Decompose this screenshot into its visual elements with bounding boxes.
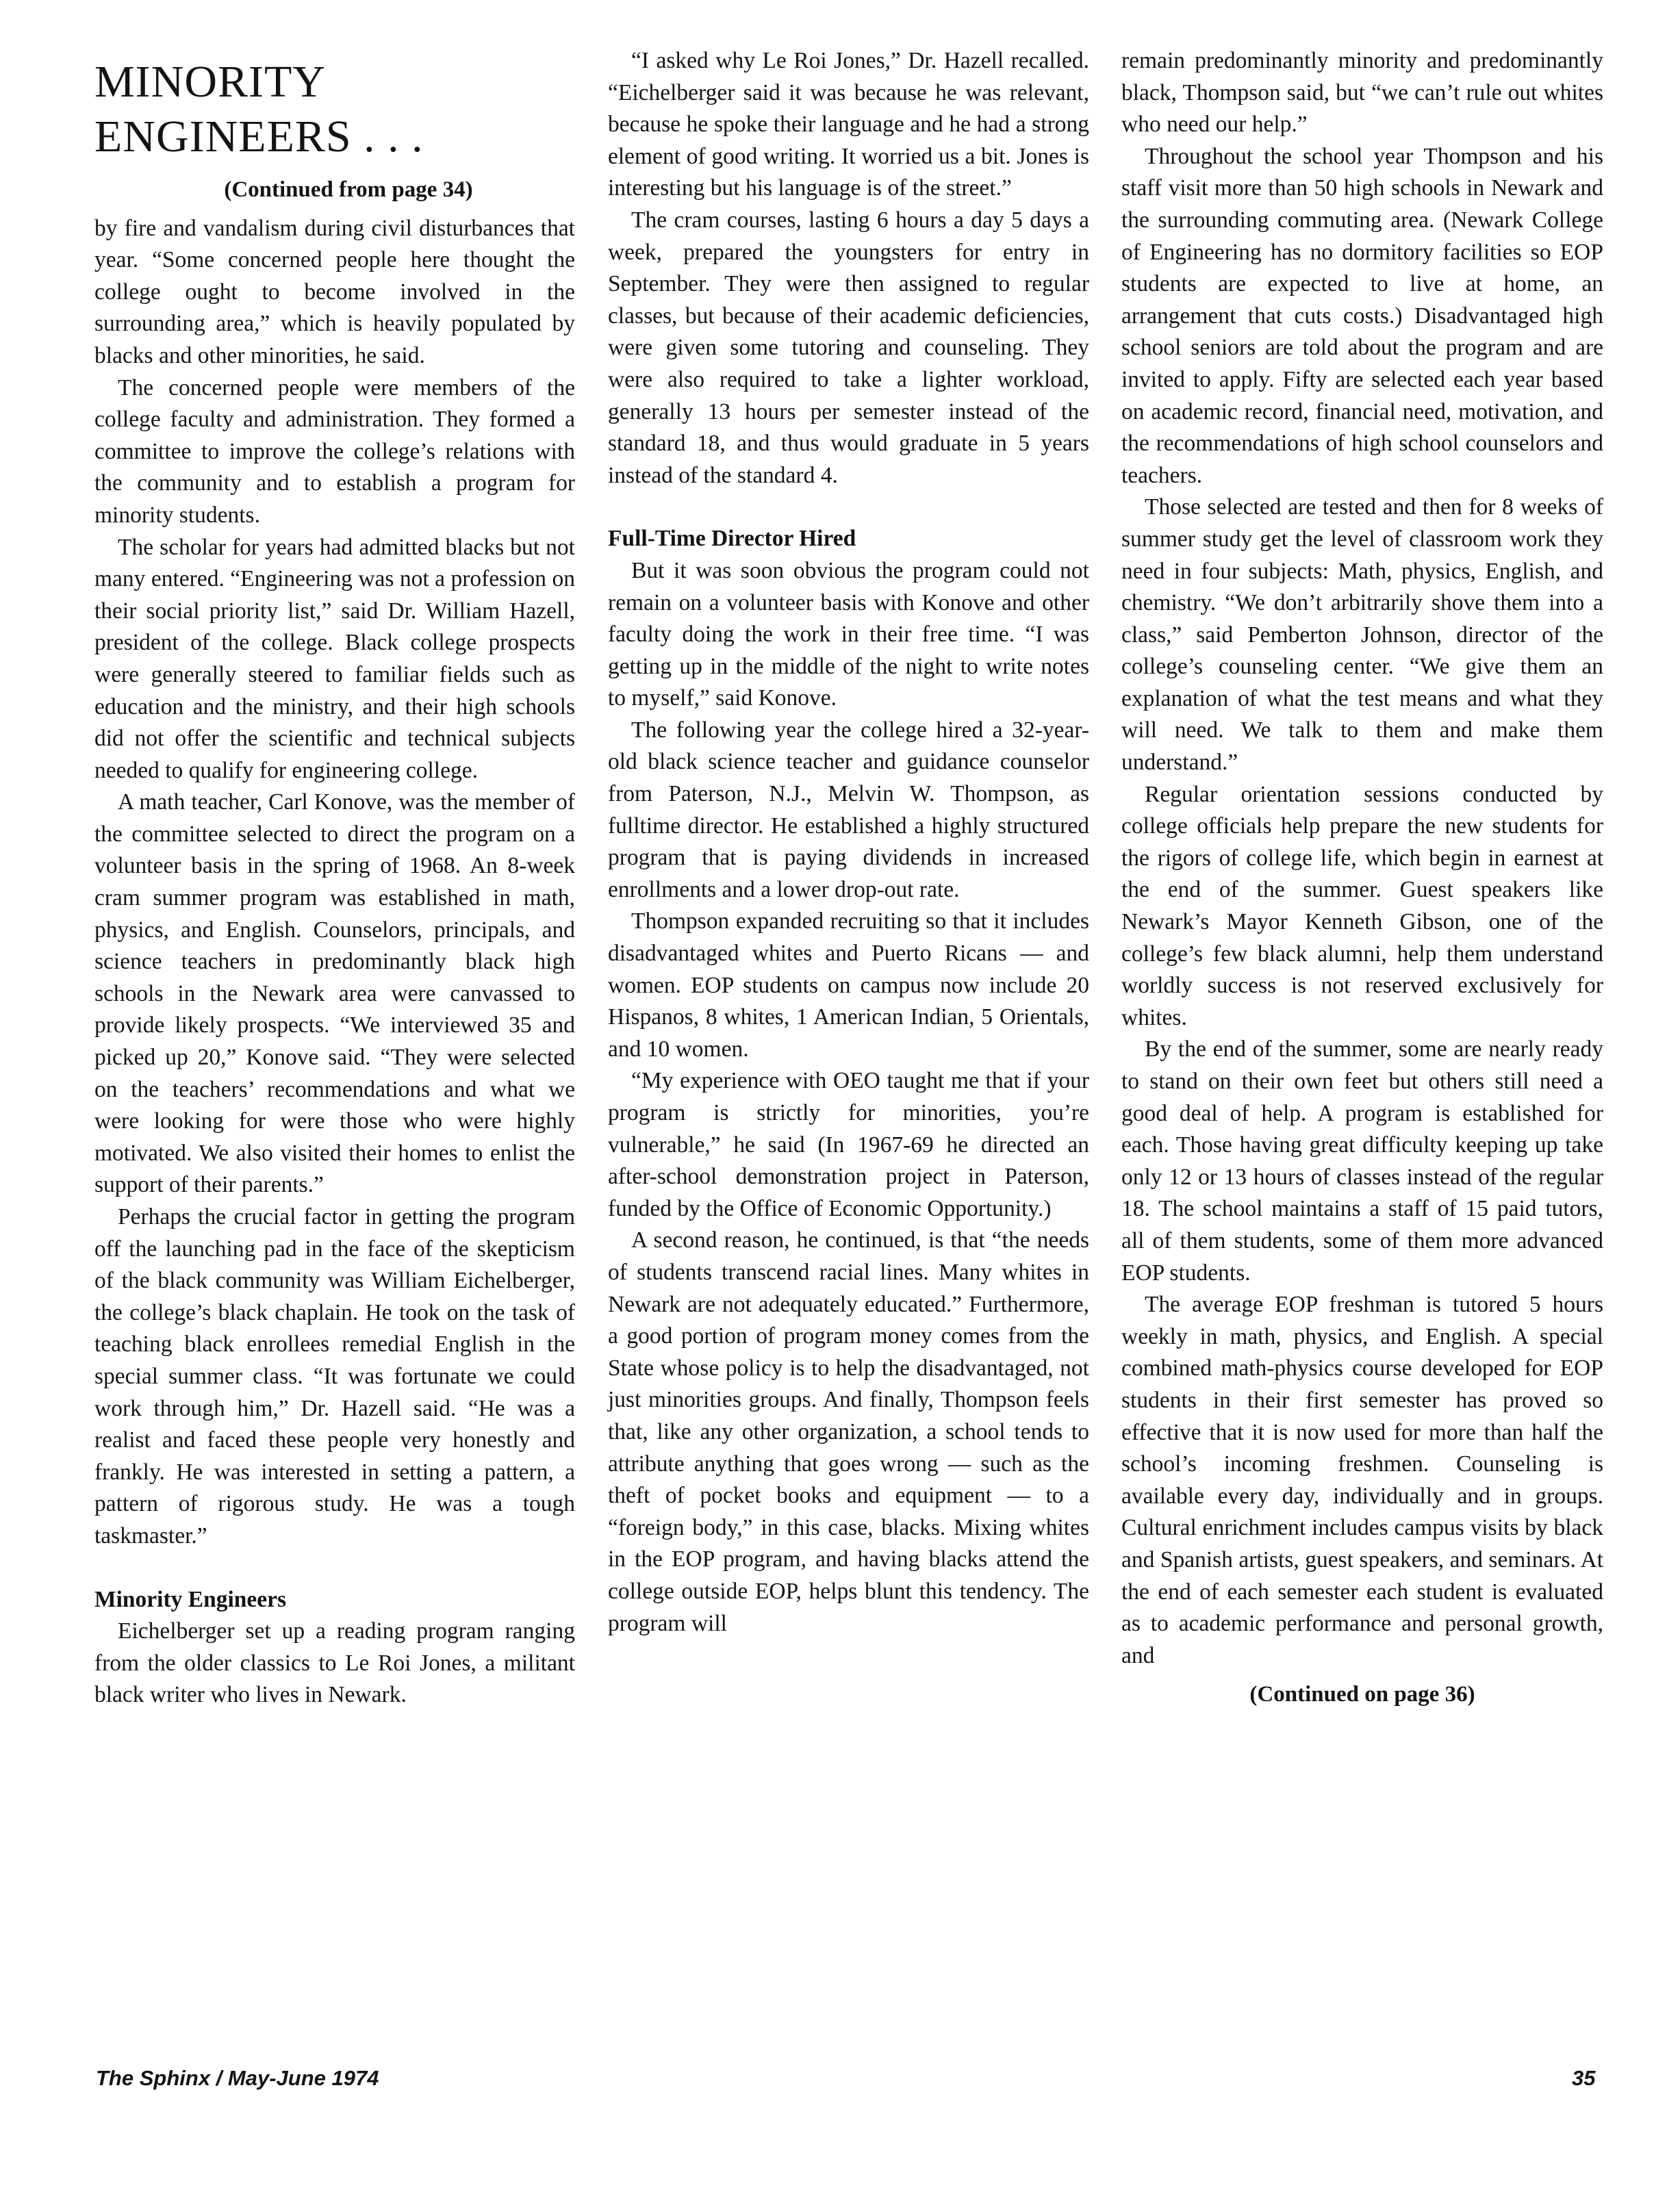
column-3 — [1121, 45, 1603, 1711]
paragraph: Throughout the school year Thompson and his staff visit more than 50 high schools in Newark and the surrounding commuting area. (Newark College of Engineering has no dormitory facilities so EOP students are expected to live at home, an arrangement that cuts costs.) Disadvantaged high school seniors are told about the program and are invited to apply. Fifty are selected each year based on academic record, financial need, motivation, and the recommendations of high school counselors and teachers. — [1121, 143, 1603, 488]
footer-publication: The Sphinx / May-June 1974 — [96, 2066, 379, 2090]
continued-from-note: (Continued from page 34) — [224, 177, 473, 202]
paragraph: Thompson expanded recruiting so that it includes disadvantaged whites and Puerto Ricans — and women. EOP students on campus now include 20 Hispanos, 8 whites, 1 American Indian, 5 Orientals, and 10 women. — [608, 908, 1089, 1062]
paragraph: Perhaps the crucial factor in getting the program off the launching pad in the face of the skepticism of the black community was William Eichelberger, the college’s black chaplain. He took on the task of teaching black enrollees remedial English in the special summer class. “It was fortunate we could work through him,” Dr. Hazell said. “He was a realist and faced these people very honestly and frankly. He was interested in setting a pattern, a pattern of rigorous study. He was a tough taskmaster.” — [94, 1204, 575, 1549]
paragraph: remain predominantly minority and predominantly black, Thompson said, but “we can’t rule out whites who need our help.” — [1121, 48, 1603, 138]
page-number: 35 — [1572, 2066, 1596, 2090]
paragraph: The cram courses, lasting 6 hours a day 5 days a week, prepared the youngsters for entry in September. They were then assigned to regular classes, but because of their academic deficiencies, were given some tutoring and counseling. They were also required to take a lighter workload, generally 13 hours per semester instead of the standard 18, and thus would graduate in 5 years instead of the standard 4. — [608, 207, 1089, 488]
paragraph: by fire and vandalism during civil disturbances that year. “Some concerned people here thought the college ought to become involved in the surrounding area,” which is heavily populated by blacks and other minorities, he said. — [94, 215, 575, 368]
paragraph: Eichelberger set up a reading program ranging from the older classics to Le Roi Jones, a militant black writer who lives in Newark. — [94, 1618, 575, 1708]
paragraph: But it was soon obvious the program could not remain on a volunteer basis with Konove and other faculty doing the work in their free time. “I was getting up in the middle of the night to write notes to myself,” said Konove. — [608, 557, 1089, 711]
section-heading-minority-engineers: Minority Engineers — [94, 1586, 287, 1612]
paragraph: The following year the college hired a 32-year-old black science teacher and guidance counselor from Paterson, N.J., Melvin W. Thompson, as fulltime director. He established a highly structured program that is paying dividends in increased enrollments and a lower drop-out rate. — [608, 717, 1089, 902]
column-2 — [608, 45, 1089, 1640]
paragraph: A second reason, he continued, is that “the needs of students transcend racial lines. Many whites in Newark are not adequately educated.” Furthermore, a good portion of program money comes from the State whose policy is to help the disadvantaged, not just minorities groups. And finally, Thompson feels that, like any other organization, a school tends to attribute anything that goes wrong — such as the theft of pocket books and equipment — to a “foreign body,” in this case, blacks. Mixing whites in the EOP program, and having blacks attend the college outside EOP, helps blunt this tendency. The program will — [608, 1227, 1089, 1636]
paragraph: The average EOP freshman is tutored 5 hours weekly in math, physics, and English. A special combined math-physics course developed for EOP students in their first semester has proved so effective that it is now used for more than half the school’s incoming freshmen. Counseling is available every day, individually and in groups. Cultural enrichment includes campus visits by black and Spanish artists, guest speakers, and seminars. At the end of each semester each student is evaluated as to academic performance and personal growth, and — [1121, 1292, 1603, 1668]
section-heading-director-hired: Full-Time Director Hired — [608, 526, 856, 552]
paragraph: The concerned people were members of the college faculty and administration. They formed a committee to improve the college’s relations with the community and to establish a program for minority students. — [94, 374, 575, 528]
paragraph: A math teacher, Carl Konove, was the member of the committee selected to direct the program on a volunteer basis in the spring of 1968. An 8-week cram summer program was established in math, physics, and English. Counselors, principals, and science teachers in predominantly black high schools in the Newark area were canvassed to provide likely prospects. “We interviewed 35 and picked up 20,” Konove said. “They were selected on the teachers’ recommendations and what we were looking for were those who were highly motivated. We also visited their homes to enlist the support of their parents.” — [94, 789, 575, 1198]
article-title — [94, 55, 575, 164]
paragraph: By the end of the summer, some are nearly ready to stand on their own feet but others still need a good deal of help. A program is established for each. Those having great difficulty keeping up take only 12 or 13 hours of classes instead of the regular 18. The school maintains a staff of 15 paid tutors, all of them students, some of them more advanced EOP students. — [1121, 1036, 1603, 1286]
title-line-2: ENGINEERS . . . — [94, 112, 424, 162]
continued-on-note: (Continued on page 36) — [1249, 1682, 1475, 1707]
paragraph: The scholar for years had admitted blacks but not many entered. “Engineering was not a profession on their social priority list,” said Dr. William Hazell, president of the college. Black college prospects were generally steered to familiar fields such as education and the ministry, and their high schools did not offer the scientific and technical subjects needed to qualify for engineering college. — [94, 534, 575, 783]
column-1 — [94, 45, 575, 1711]
title-line-1: MINORITY — [94, 57, 326, 107]
paragraph: Those selected are tested and then for 8 weeks of summer study get the level of classroom work they need in four subjects: Math, physics, English, and chemistry. “We don’t arbitrarily shove them into a class,” said Pemberton Johnson, director of the college’s counseling center. “We give them an explanation of what the test means and what they will need. We talk to them and make them understand.” — [1121, 494, 1603, 776]
paragraph: “I asked why Le Roi Jones,” Dr. Hazell recalled. “Eichelberger said it was because he was relevant, because he spoke their language and he had a strong element of good writing. It worried us a bit. Jones is interesting but his language is of the street.” — [608, 48, 1089, 201]
paragraph: Regular orientation sessions conducted by college officials help prepare the new students for the rigors of college life, which begin in earnest at the end of the summer. Guest speakers like Newark’s Mayor Kenneth Gibson, one of the college’s few black alumni, help them understand worldly success is not reserved exclusively for whites. — [1121, 781, 1603, 1030]
paragraph: “My experience with OEO taught me that if your program is strictly for minorities, you’re vulnerable,” he said (In 1967-69 he directed an after-school demonstration project in Paterson, funded by the Office of Economic Opportunity.) — [608, 1068, 1089, 1221]
